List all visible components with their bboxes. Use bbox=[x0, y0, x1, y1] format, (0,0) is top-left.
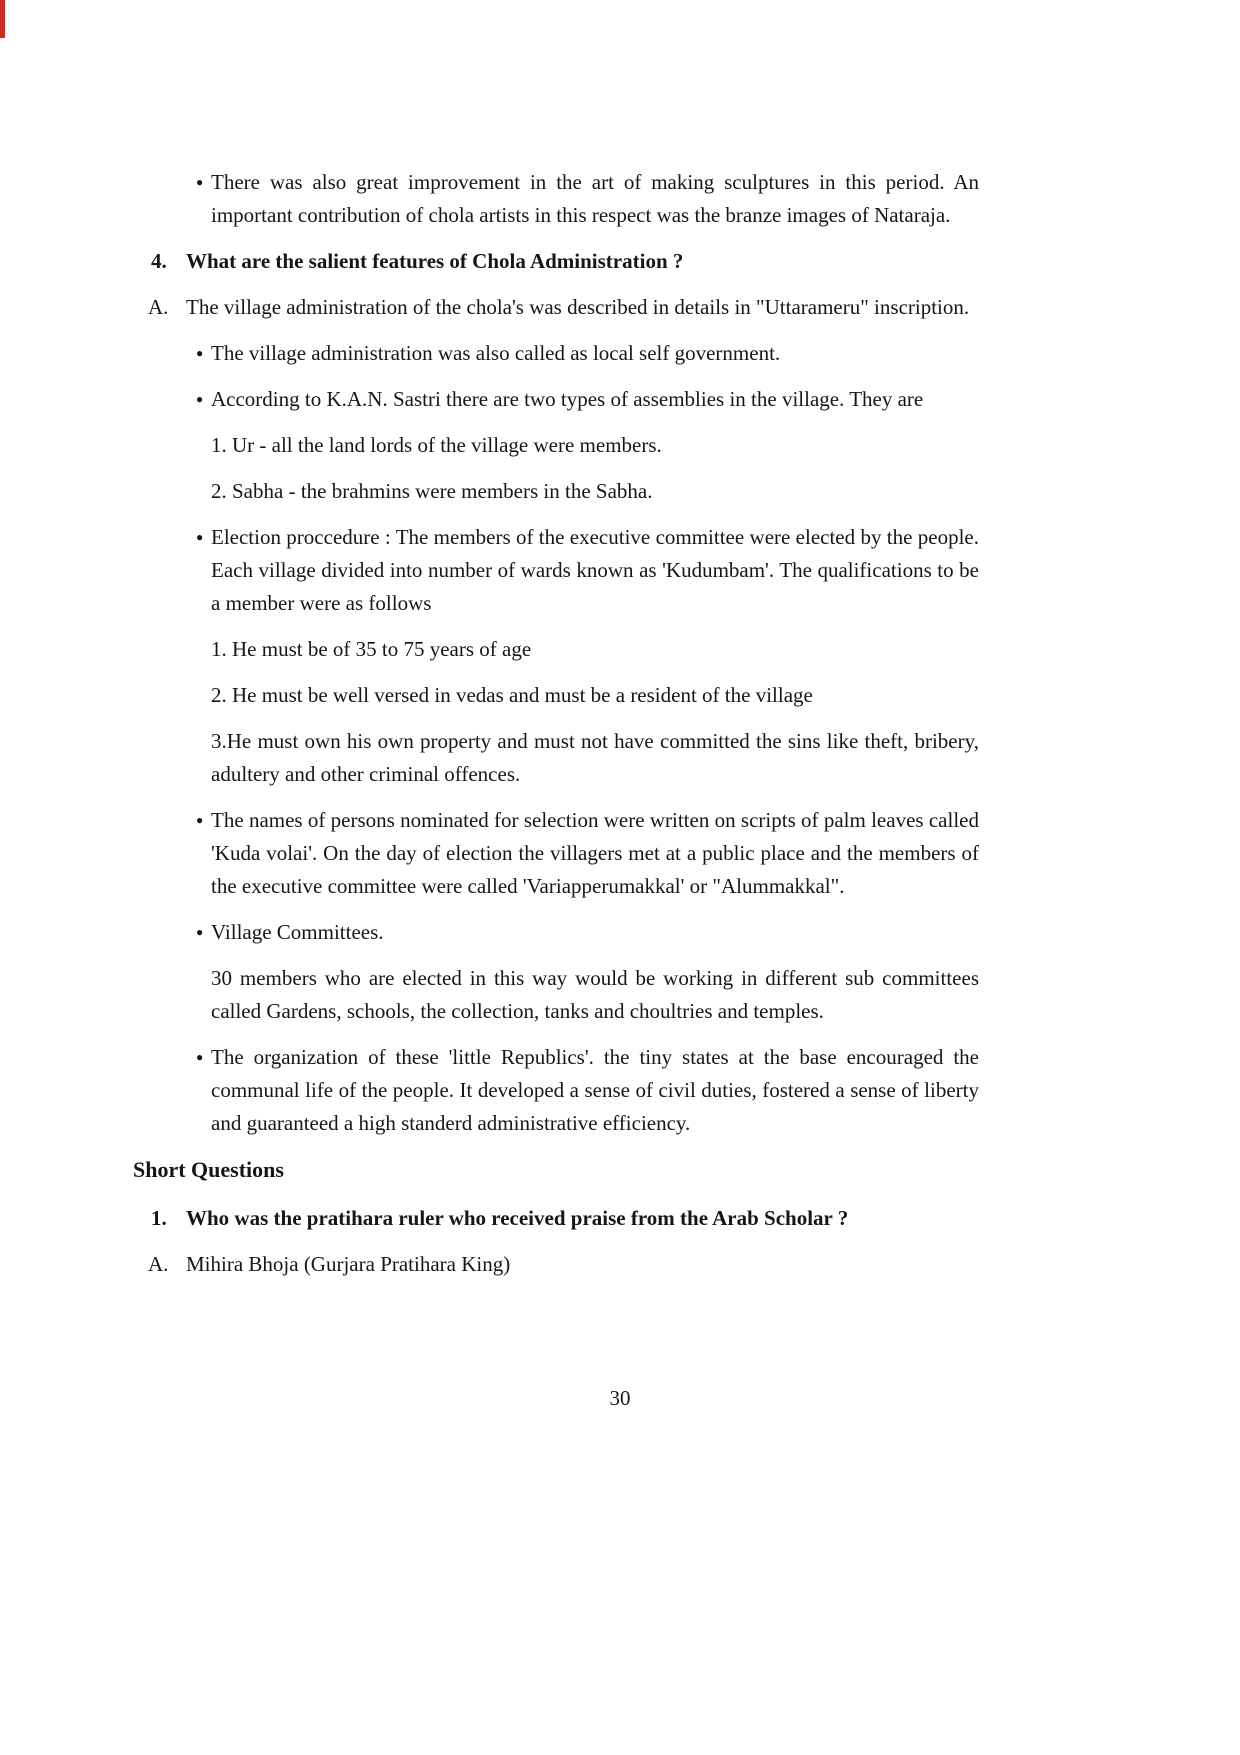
bullet-icon: ● bbox=[196, 392, 204, 406]
paragraph-text: The organization of these 'little Republics'. the tiny states at the base encouraged the communal life of the people. It developed a sense of civil duties, fostered a sense of liberty and guaranteed a high standerd administrative efficiency. bbox=[211, 1045, 979, 1135]
answer-label: A. bbox=[148, 295, 169, 319]
bullet-item bbox=[196, 337, 979, 370]
sub-item: 1. Ur - all the land lords of the village were members. bbox=[211, 433, 662, 457]
answer-label: A. bbox=[148, 1252, 169, 1276]
bullet-icon: ● bbox=[196, 813, 204, 827]
question-item bbox=[151, 245, 1081, 278]
page-number: 30 bbox=[609, 1386, 631, 1410]
answer-item bbox=[148, 291, 1083, 324]
scan-artifact bbox=[0, 0, 5, 38]
question-item bbox=[151, 1202, 1081, 1235]
sub-item: 30 members who are elected in this way would be working in different sub committees called Gardens, schools, the collection, tanks and choultries and temples. bbox=[211, 966, 979, 1023]
paragraph-text: The names of persons nominated for selection were written on scripts of palm leaves called 'Kuda volai'. On the day of election the villagers met at a public place and the members of the executive committee were called 'Variapperumakkal' or "Alummakkal". bbox=[211, 808, 979, 898]
paragraph-text: There was also great improvement in the art of making sculptures in this period. An important contribution of chola artists in this respect was the branze images of Nataraja. bbox=[211, 170, 979, 227]
bullet-item bbox=[196, 916, 979, 949]
question-number: 1. bbox=[151, 1206, 167, 1230]
sub-item: 1. He must be of 35 to 75 years of age bbox=[211, 637, 532, 661]
sub-item: 3.He must own his own property and must not have committed the sins like theft, bribery, adultery and other criminal offences. bbox=[211, 729, 979, 786]
paragraph-text: Election proccedure : The members of the executive committee were elected by the people. Each village divided into number of wards known as 'Kudumbam'. The qualifications to be a member were as follows bbox=[211, 525, 979, 615]
bullet-item bbox=[196, 166, 979, 232]
bullet-icon: ● bbox=[196, 925, 204, 939]
answer-text: Mihira Bhoja (Gurjara Pratihara King) bbox=[186, 1252, 511, 1276]
sub-item: 2. Sabha - the brahmins were members in the Sabha. bbox=[211, 479, 653, 503]
bullet-icon: ● bbox=[196, 530, 204, 544]
question-number: 4. bbox=[151, 249, 167, 273]
paragraph-text: According to K.A.N. Sastri there are two types of assemblies in the village. They are bbox=[211, 387, 924, 411]
answer-item bbox=[148, 1248, 1083, 1281]
bullet-icon: ● bbox=[196, 175, 204, 189]
question-text: What are the salient features of Chola Administration ? bbox=[186, 249, 684, 273]
bullet-icon: ● bbox=[196, 346, 204, 360]
bullet-item bbox=[196, 804, 979, 903]
document-body bbox=[0, 166, 1240, 1294]
paragraph-text: Village Committees. bbox=[211, 920, 384, 944]
sub-item: 2. He must be well versed in vedas and must be a resident of the village bbox=[211, 683, 813, 707]
answer-text: The village administration of the chola's was described in details in "Uttarameru" inscription. bbox=[186, 295, 970, 319]
bullet-item bbox=[196, 521, 979, 620]
bullet-item bbox=[196, 1041, 979, 1140]
paragraph-text: The village administration was also called as local self government. bbox=[211, 341, 781, 365]
question-text: Who was the pratihara ruler who received praise from the Arab Scholar ? bbox=[186, 1206, 849, 1230]
section-heading: Short Questions bbox=[133, 1157, 284, 1182]
bullet-item bbox=[196, 383, 979, 416]
bullet-icon: ● bbox=[196, 1050, 204, 1064]
